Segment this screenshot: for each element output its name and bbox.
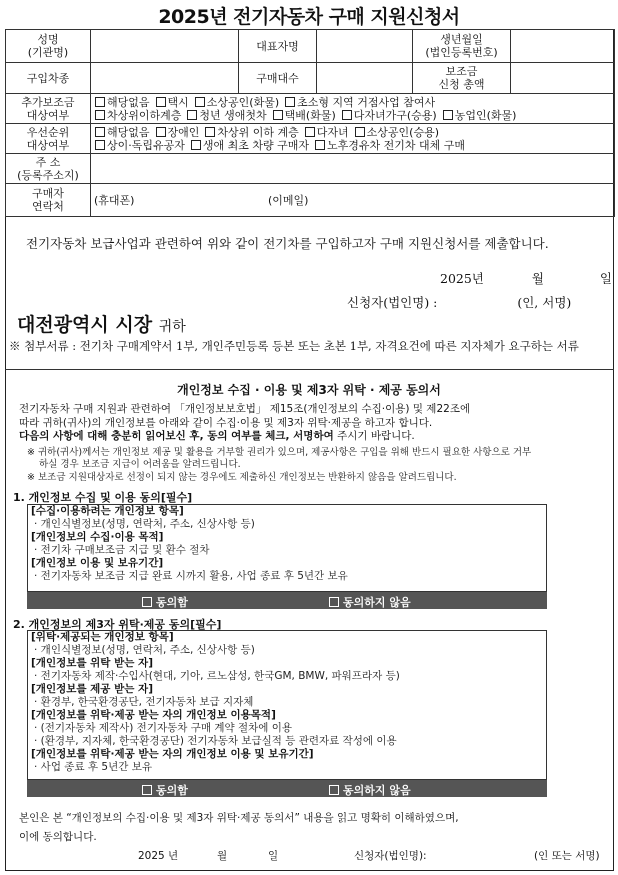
priority-option-label: 차상위 이하 계층	[217, 125, 299, 139]
section2-item-heading: [개인정보를 위탁·제공 받는 자의 개인정보 이용 및 보유기간]	[31, 748, 314, 760]
section2-box	[27, 630, 547, 780]
extra-checkbox[interactable]	[195, 97, 205, 107]
intro-line1: 전기자동차 구매 지원과 관련하여 「개인정보보호법」 제15조(개인정보의 수집·이용) 및 제22조에	[19, 403, 471, 415]
priority-option[interactable]	[354, 126, 439, 139]
rep-label: 대표자명	[239, 30, 317, 63]
final-line1: 본인은 본 “개인정보의 수집·이용 및 제3자 위탁·제공 동의서” 내용을 읽고 명확히 이해하였으며,	[19, 812, 459, 824]
priority-checkbox[interactable]	[305, 127, 315, 137]
final-day: 일	[268, 850, 279, 862]
priority-option-label: 다자녀	[316, 125, 349, 139]
extra-checkbox[interactable]	[95, 110, 105, 120]
consent-intro	[19, 403, 609, 444]
section2-disagree[interactable]	[329, 782, 411, 798]
birth-label	[413, 30, 511, 63]
priority-checkbox[interactable]	[191, 140, 201, 150]
extra-label	[6, 94, 91, 124]
mayor-title: 대전광역시 시장	[17, 314, 153, 336]
section1-item-heading: [수집·이용하려는 개인정보 항목]	[31, 505, 184, 517]
final-seal: (인 또는 서명)	[534, 850, 600, 862]
section2-item-heading: [개인정보를 위탁·제공 받는 자의 개인정보 이용목적]	[31, 709, 276, 721]
section1-disagree-checkbox[interactable]	[329, 597, 339, 607]
section2-item-text: · 개인식별정보(성명, 연락처, 주소, 신상사항 등)	[34, 644, 255, 656]
final-month: 월	[217, 850, 228, 862]
mobile-label: (휴대폰)	[94, 193, 135, 207]
subsidy-label-text: 보조금 신청 총액	[438, 65, 485, 91]
declaration-body: 전기자동차 보급사업과 관련하여 위와 같이 전기차를 구입하고자 구매 지원신청서를 제출합니다.	[26, 236, 549, 251]
section1-item-text: · 개인식별정보(성명, 연락처, 주소, 신상사항 등)	[34, 518, 255, 530]
priority-option-label: 생애 최초 차량 구매자	[202, 138, 310, 152]
extra-option-label: 택배(화물)	[284, 108, 336, 122]
application-date	[440, 269, 612, 287]
priority-option[interactable]	[155, 126, 200, 139]
extra-option-label: 다자녀가구(승용)	[353, 108, 437, 122]
name-label	[6, 30, 91, 63]
extra-option[interactable]	[284, 96, 435, 109]
attachment-note: ※ 첨부서류 : 전기차 구매계약서 1부, 개인주민등록 등본 또는 초본 1부, 자격요건에 따른 지자체가 요구하는 서류	[9, 339, 579, 353]
applicant-sign	[347, 293, 571, 311]
section2-agree-checkbox[interactable]	[142, 785, 152, 795]
extra-option-label: 해당없음	[107, 95, 150, 109]
qty-label: 구매대수	[239, 63, 317, 94]
section1-item-heading: [개인정보의 수집·이용 목적]	[31, 531, 164, 543]
form-title: 2025년 전기자동차 구매 지원신청서	[158, 6, 460, 28]
extra-checkbox[interactable]	[342, 110, 352, 120]
section2-disagree-checkbox[interactable]	[329, 785, 339, 795]
section1-consent-bar	[27, 592, 547, 609]
extra-option-label: 차상위이하계층	[107, 108, 182, 122]
extra-option-label: 택시	[167, 95, 189, 109]
priority-options-line1	[94, 126, 611, 139]
note-1	[27, 447, 612, 471]
applicant-label: 신청자(법인명) :	[347, 295, 438, 310]
extra-options-line2	[94, 109, 611, 122]
address-field[interactable]	[91, 154, 615, 184]
section1-agree-checkbox[interactable]	[142, 597, 152, 607]
section2-consent-bar	[27, 780, 547, 797]
section2-item-text: · (환경부, 지자체, 한국환경공단) 전기자동차 보급실적 등 관련자료 작성에 이용	[34, 735, 397, 747]
priority-checkbox[interactable]	[355, 127, 365, 137]
priority-option[interactable]	[314, 139, 465, 152]
extra-option[interactable]	[341, 109, 437, 122]
intro-line2: 따라 귀하(귀사)의 개인정보를 아래와 같이 수집·이용 및 제3자 위탁·제공을 하고자 합니다.	[19, 416, 433, 429]
address-label	[6, 154, 91, 184]
car-label: 구입차종	[6, 63, 91, 94]
priority-options-line2	[94, 139, 611, 152]
section2-item-text: · (전기자동차 제작사) 전기자동차 구매 계약 절차에 이용	[34, 722, 293, 734]
email-label: (이메일)	[267, 193, 309, 207]
priority-checkbox[interactable]	[205, 127, 215, 137]
priority-options	[91, 124, 615, 154]
birth-label-text: 생년월일 (법인등록번호)	[425, 33, 498, 59]
rep-field[interactable]	[317, 30, 413, 63]
priority-option[interactable]	[204, 126, 298, 139]
extra-option[interactable]	[442, 109, 517, 122]
section2-item-heading: [위탁·제공되는 개인정보 항목]	[31, 631, 174, 643]
extra-option[interactable]	[94, 96, 150, 109]
note-1-a: ※ 귀하(귀사)께서는 개인정보 제공 및 활용을 거부할 권리가 있으며, 제공사항은 구입을 위해 반드시 필요한 사항으로 거부	[27, 447, 532, 458]
priority-option-label: 노후경유차 전기차 대체 구매	[327, 138, 466, 152]
section2-item-text: · 환경부, 한국환경공단, 전기자동차 보급 지자체	[34, 696, 254, 708]
address-label-text: 주 소 (등록주소지)	[17, 155, 79, 182]
extra-option-label: 청년 생애첫차	[199, 108, 267, 122]
extra-checkbox[interactable]	[156, 97, 166, 107]
extra-option[interactable]	[155, 96, 189, 109]
extra-option[interactable]	[272, 109, 336, 122]
priority-option[interactable]	[190, 139, 309, 152]
date-year: 2025년	[440, 271, 484, 286]
section1-agree[interactable]	[142, 594, 188, 610]
priority-checkbox[interactable]	[95, 140, 105, 150]
name-field[interactable]	[91, 30, 239, 63]
final-applicant: 신청자(법인명):	[354, 850, 427, 862]
date-day: 일	[599, 271, 612, 286]
priority-option[interactable]	[304, 126, 349, 139]
priority-label-text: 우선순위 대상여부	[26, 125, 70, 152]
birth-field[interactable]	[511, 30, 615, 63]
extra-option[interactable]	[194, 96, 279, 109]
note-2: ※ 보조금 지원대상자로 선정이 되지 않는 경우에도 제출하신 개인정보는 반환하지 않음을 알려드립니다.	[27, 472, 457, 483]
priority-option-label: 해당없음	[107, 125, 150, 139]
section2-item-heading: [개인정보를 제공 받는 자]	[31, 683, 153, 695]
section2-item-text: · 전기자동차 제작·수입사(현대, 기아, 르노삼성, 한국GM, BMW, 파워프라자 등)	[34, 670, 400, 682]
name-label-text: 성명 (기관명)	[27, 33, 69, 59]
section2-disagree-label: 동의하지 않음	[343, 784, 411, 797]
priority-option-label: 소상공인(승용)	[366, 125, 440, 139]
seal-label: (인, 서명)	[517, 295, 572, 310]
subsidy-label	[413, 63, 511, 94]
priority-checkbox[interactable]	[156, 127, 166, 137]
extra-option-label: 농업인(화물)	[454, 108, 517, 122]
final-line2: 이에 동의합니다.	[19, 831, 97, 843]
extra-checkbox[interactable]	[443, 110, 453, 120]
section2-item-text: · 사업 종료 후 5년간 보유	[34, 761, 152, 773]
extra-checkbox[interactable]	[285, 97, 295, 107]
final-statement	[19, 809, 609, 847]
section2-agree[interactable]	[142, 782, 188, 798]
extra-option[interactable]	[186, 109, 266, 122]
section1-agree-label: 동의함	[156, 596, 188, 609]
car-field[interactable]	[91, 63, 239, 94]
contact-field[interactable]	[91, 184, 615, 217]
note-1-b: 하실 경우 보조금 지급이 어려움을 알려드립니다.	[39, 459, 241, 470]
section1-item-text: · 전기차 구매보조금 지급 및 환수 절차	[34, 544, 210, 556]
section1-heading: 1. 개인정보 수집 및 이용 동의[필수]	[13, 491, 193, 504]
extra-options-line1	[94, 96, 611, 109]
priority-checkbox[interactable]	[95, 127, 105, 137]
date-month: 월	[531, 271, 544, 286]
intro-line3-rest: 주시기 바랍니다.	[333, 430, 415, 442]
section1-box	[27, 504, 547, 592]
intro-line3-bold: 다음의 사항에 대해 충분히 읽어보신 후, 동의 여부를 체크, 서명하여	[19, 430, 334, 442]
extra-option-label: 소상공인(화물)	[206, 95, 280, 109]
section1-disagree-label: 동의하지 않음	[343, 596, 411, 609]
contact-label	[6, 184, 91, 217]
section1-disagree[interactable]	[329, 594, 411, 610]
priority-option[interactable]	[94, 139, 185, 152]
priority-checkbox[interactable]	[315, 140, 325, 150]
extra-checkbox[interactable]	[273, 110, 283, 120]
mayor-line	[17, 310, 186, 337]
mayor-suffix: 귀하	[158, 319, 186, 335]
section1-item-text: · 전기자동차 보조금 지급 완료 시까지 활용, 사업 종료 후 5년간 보유	[34, 570, 348, 582]
final-year: 2025 년	[138, 850, 179, 862]
declaration-text	[10, 235, 606, 252]
extra-checkbox[interactable]	[95, 97, 105, 107]
section2-agree-label: 동의함	[156, 784, 188, 797]
consent-title: 개인정보 수집 · 이용 및 제3자 위탁 · 제공 동의서	[177, 383, 441, 397]
priority-option-label: 상이·독립유공자	[107, 138, 185, 152]
contact-label-text: 구매자 연락처	[32, 187, 64, 213]
priority-label	[6, 124, 91, 154]
subsidy-field[interactable]	[511, 63, 615, 94]
extra-option[interactable]	[94, 109, 181, 122]
section1-item-heading: [개인정보 이용 및 보유기간]	[31, 557, 164, 569]
priority-option[interactable]	[94, 126, 150, 139]
extra-label-text: 추가보조금 대상여부	[21, 95, 75, 122]
extra-option-label: 초소형 지역 거점사업 참여사	[297, 95, 436, 109]
qty-field[interactable]	[317, 63, 413, 94]
applicant-table	[5, 29, 615, 217]
section2-heading: 2. 개인정보의 제3자 위탁·제공 동의[필수]	[13, 618, 222, 631]
extra-options	[91, 94, 615, 124]
intro-line3	[19, 430, 609, 444]
extra-checkbox[interactable]	[187, 110, 197, 120]
section2-item-heading: [개인정보를 위탁 받는 자]	[31, 657, 153, 669]
priority-option-label: 장애인	[167, 125, 200, 139]
